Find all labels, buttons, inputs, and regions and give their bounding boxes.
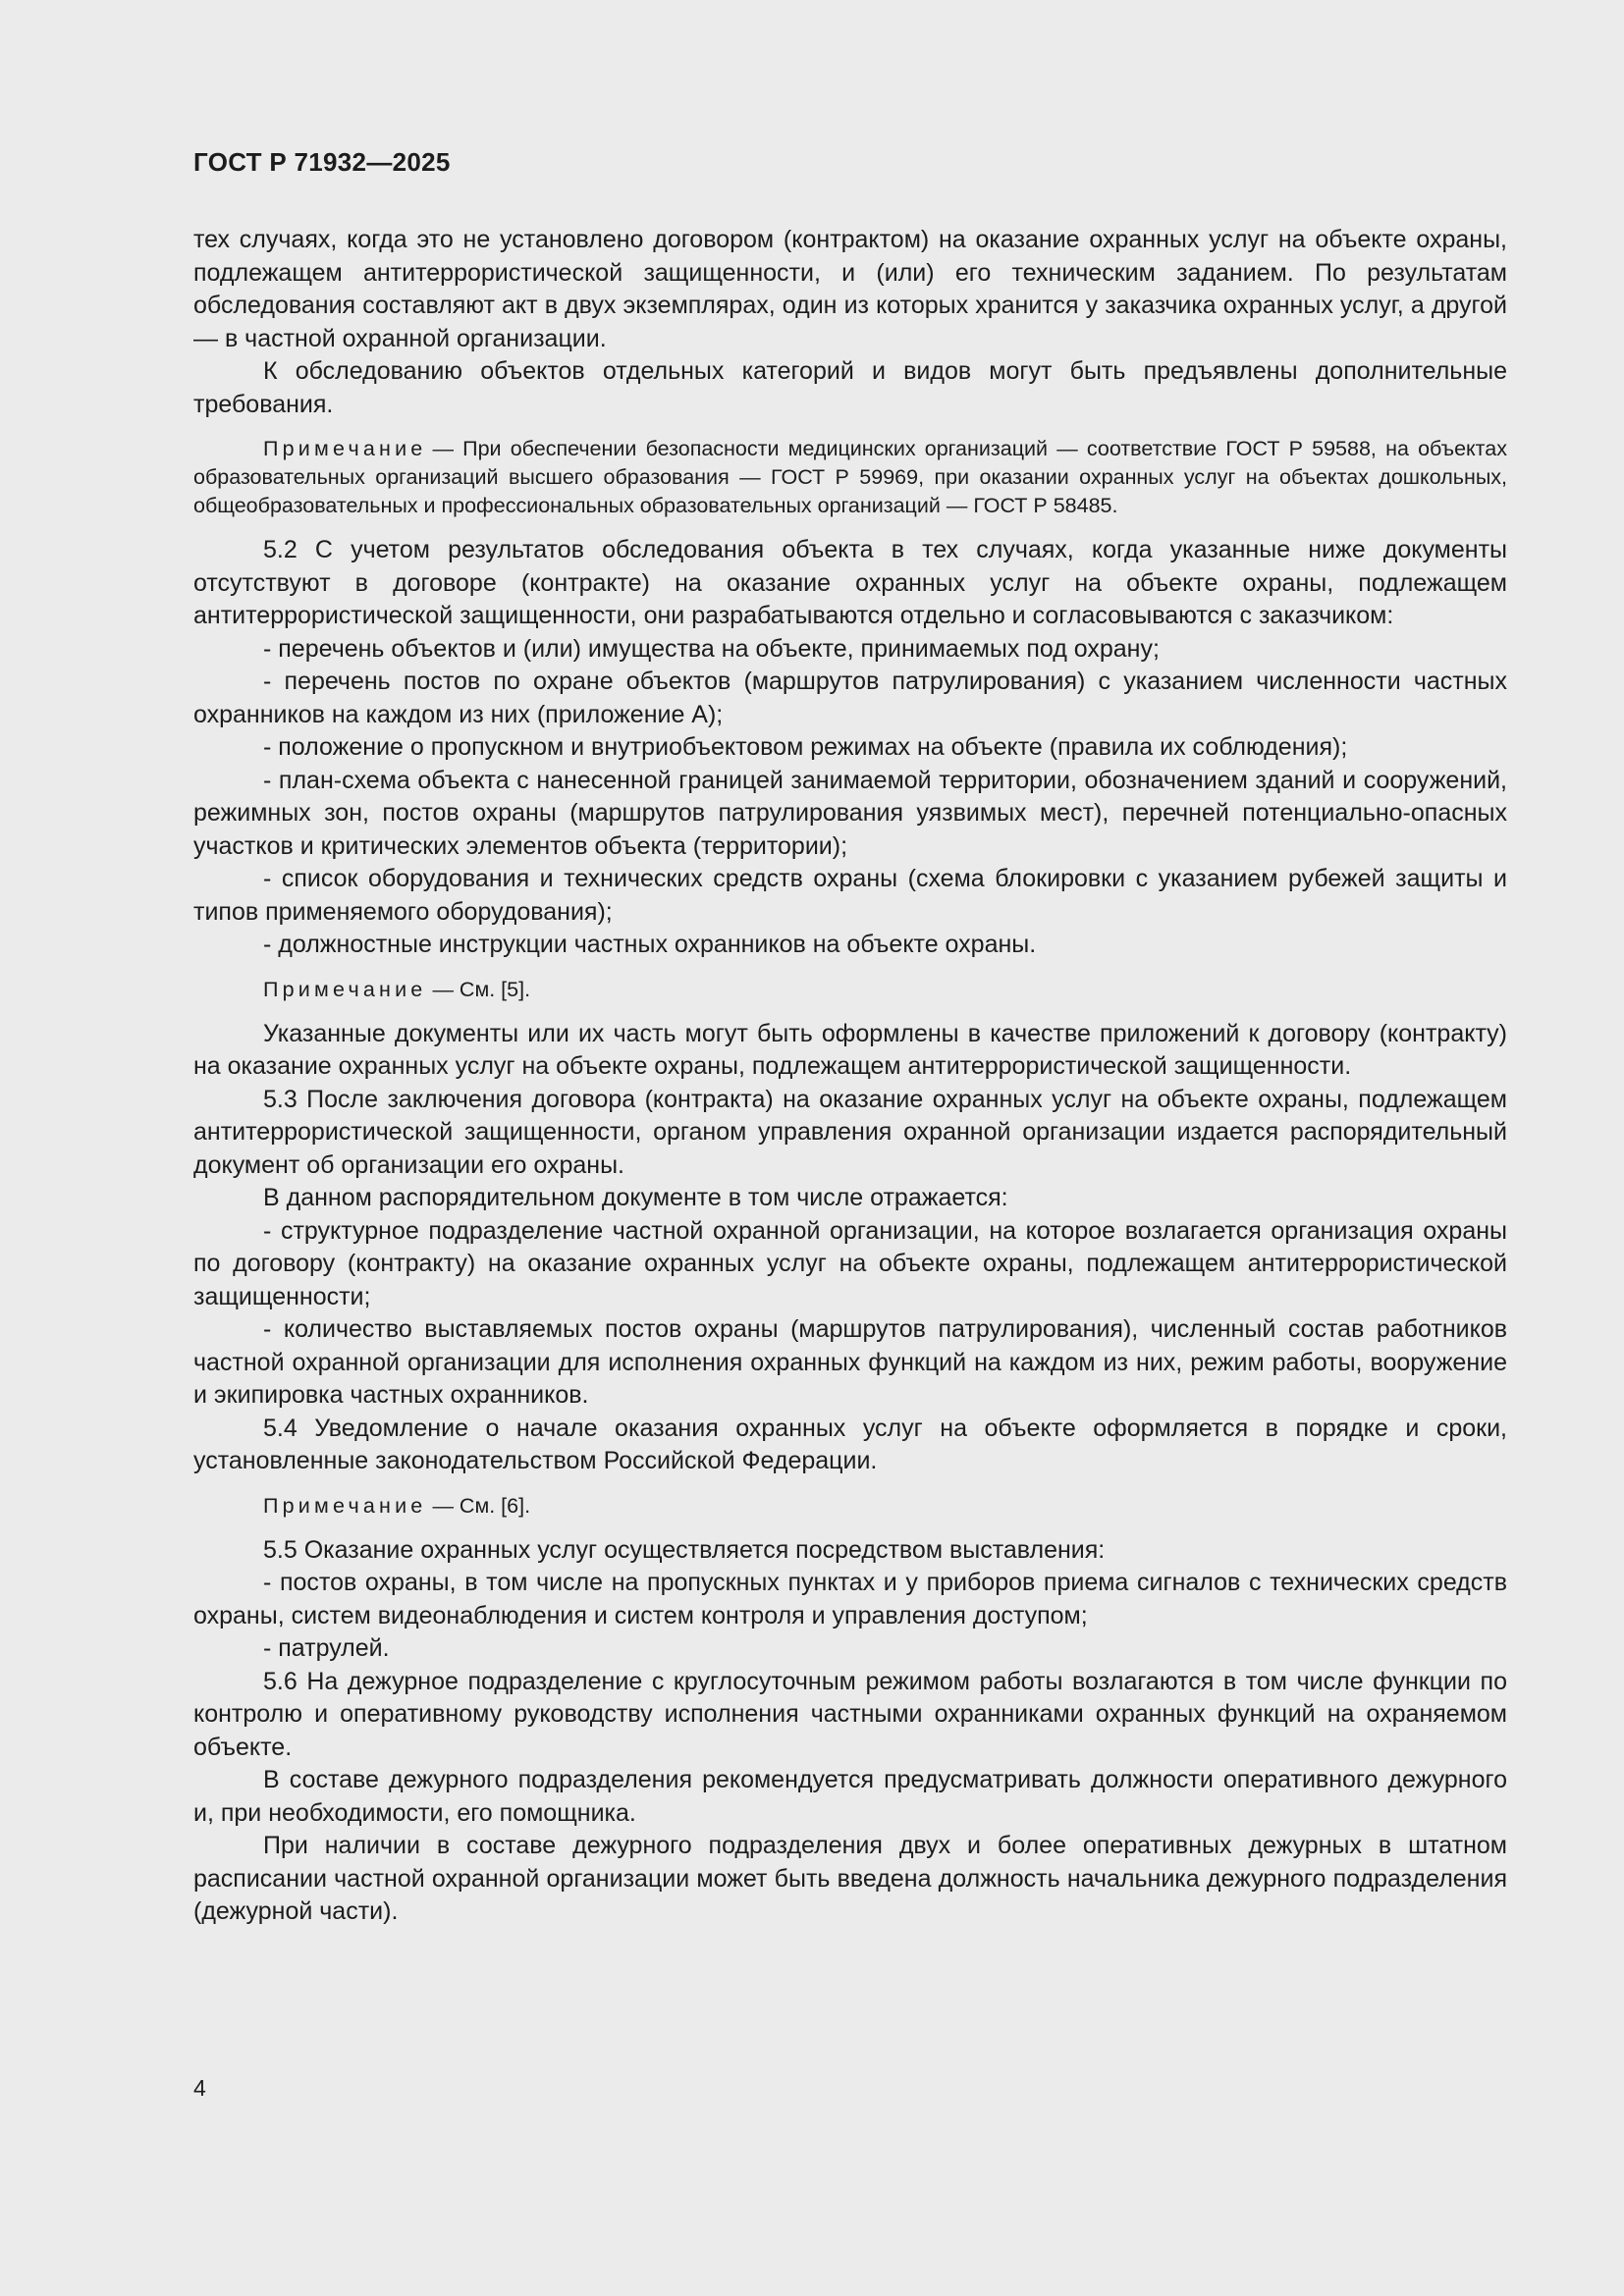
body-paragraph: тех случаях, когда это не установлено договором (контрактом) на оказание охранных услуг на объекте охраны, подлежащем антитеррористической защищенности, и (или) его техническим заданием. По результатам обследования составляют акт в двух экземплярах, один из которых хранится у заказчика охранных услуг, а другой — в частной охранной организации. <box>193 226 1507 352</box>
body-paragraph: 5.3 После заключения договора (контракта) на оказание охранных услуг на объекте охраны, подлежащем антитеррористической защищенности, органом управления охранной организации издается распорядительный документ об организации его охраны. <box>193 1085 1507 1179</box>
body-paragraph: 5.4 Уведомление о начале оказания охранных услуг на объекте оформляется в порядке и сроки, установленные законодательством Российской Федерации. <box>193 1414 1507 1474</box>
document-body <box>193 224 1507 1929</box>
body-paragraph: Указанные документы или их часть могут быть оформлены в качестве приложений к договору (контракту) на оказание охранных услуг на объекте охраны, подлежащем антитеррористической защищенности. <box>193 1019 1507 1080</box>
note-paragraph <box>193 435 1507 520</box>
note-text: — См. [5]. <box>432 977 531 1001</box>
note-paragraph <box>193 1492 1507 1521</box>
body-paragraph: К обследованию объектов отдельных категорий и видов могут быть предъявлены дополнительные требования. <box>193 357 1507 418</box>
list-item: - структурное подразделение частной охранной организации, на которое возлагается организация охраны по договору (контракту) на оказание охранных услуг на объекте охраны, подлежащем антитеррористической защищенности; <box>193 1216 1507 1310</box>
list-item: - должностные инструкции частных охранников на объекте охраны. <box>263 931 1037 958</box>
body-paragraph: 5.6 На дежурное подразделение с круглосуточным режимом работы возлагаются в том числе функции по контролю и оперативному руководству исполнения частными охранниками охранных функций на охраняемом объекте. <box>193 1667 1507 1761</box>
list-item: - список оборудования и технических средств охраны (схема блокировки с указанием рубежей защиты и типов применяемого оборудования); <box>193 865 1507 926</box>
body-paragraph: В составе дежурного подразделения рекомендуется предусматривать должности оперативного дежурного и, при необходимости, его помощника. <box>193 1766 1507 1827</box>
document-page <box>193 0 1507 2296</box>
note-text: — При обеспечении безопасности медицинских организаций — соответствие ГОСТ Р 59588, на объектах образовательных организаций высшего образования — ГОСТ Р 59969, при оказании охранных услуг на объектах дошкольных, общеобразовательных и профессиональных образовательных организаций — ГОСТ Р 58485. <box>193 437 1507 517</box>
list-item: - постов охраны, в том числе на пропускных пунктах и у приборов приема сигналов с технических средств охраны, систем видеонаблюдения и систем контроля и управления доступом; <box>193 1569 1507 1629</box>
list-item: - перечень объектов и (или) имущества на объекте, принимаемых под охрану; <box>263 634 1160 663</box>
page-number: 4 <box>193 2075 206 2101</box>
note-paragraph <box>193 976 1507 1004</box>
list-item: - план-схема объекта с нанесенной границей занимаемой территории, обозначением зданий и сооружений, режимных зон, постов охраны (маршрутов патрулирования уязвимых мест), перечней потенциально-опасных участков и критических элементов объекта (территории); <box>193 766 1507 860</box>
note-label: Примечание <box>263 1493 427 1518</box>
body-paragraph: 5.5 Оказание охранных услуг осуществляется посредством выставления: <box>263 1535 1106 1564</box>
body-paragraph: В данном распорядительном документе в том числе отражается: <box>263 1184 1008 1211</box>
note-text: — См. [6]. <box>432 1493 531 1518</box>
list-item: - количество выставляемых постов охраны (маршрутов патрулирования), численный состав работников частной охранной организации для исполнения охранных функций на каждом из них, режим работы, вооружение и экипировка частных охранников. <box>193 1315 1507 1409</box>
list-item: - патрулей. <box>263 1634 390 1662</box>
note-label: Примечание <box>263 977 427 1001</box>
body-paragraph: 5.2 С учетом результатов обследования объекта в тех случаях, когда указанные ниже документы отсутствуют в договоре (контракте) на оказание охранных услуг на объекте охраны, подлежащем антитеррористической защищенности, они разрабатываются отдельно и согласовываются с заказчиком: <box>193 536 1507 629</box>
body-paragraph: При наличии в составе дежурного подразделения двух и более оперативных дежурных в штатном расписании частной охранной организации может быть введена должность начальника дежурного подразделения (дежурной части). <box>193 1832 1507 1925</box>
list-item: - положение о пропускном и внутриобъектовом режимах на объекте (правила их соблюдения); <box>263 733 1348 761</box>
note-label: Примечание <box>263 437 427 460</box>
list-item: - перечень постов по охране объектов (маршрутов патрулирования) с указанием численности частных охранников на каждом из них (приложение А); <box>193 667 1507 728</box>
standard-header: ГОСТ Р 71932—2025 <box>193 147 451 177</box>
